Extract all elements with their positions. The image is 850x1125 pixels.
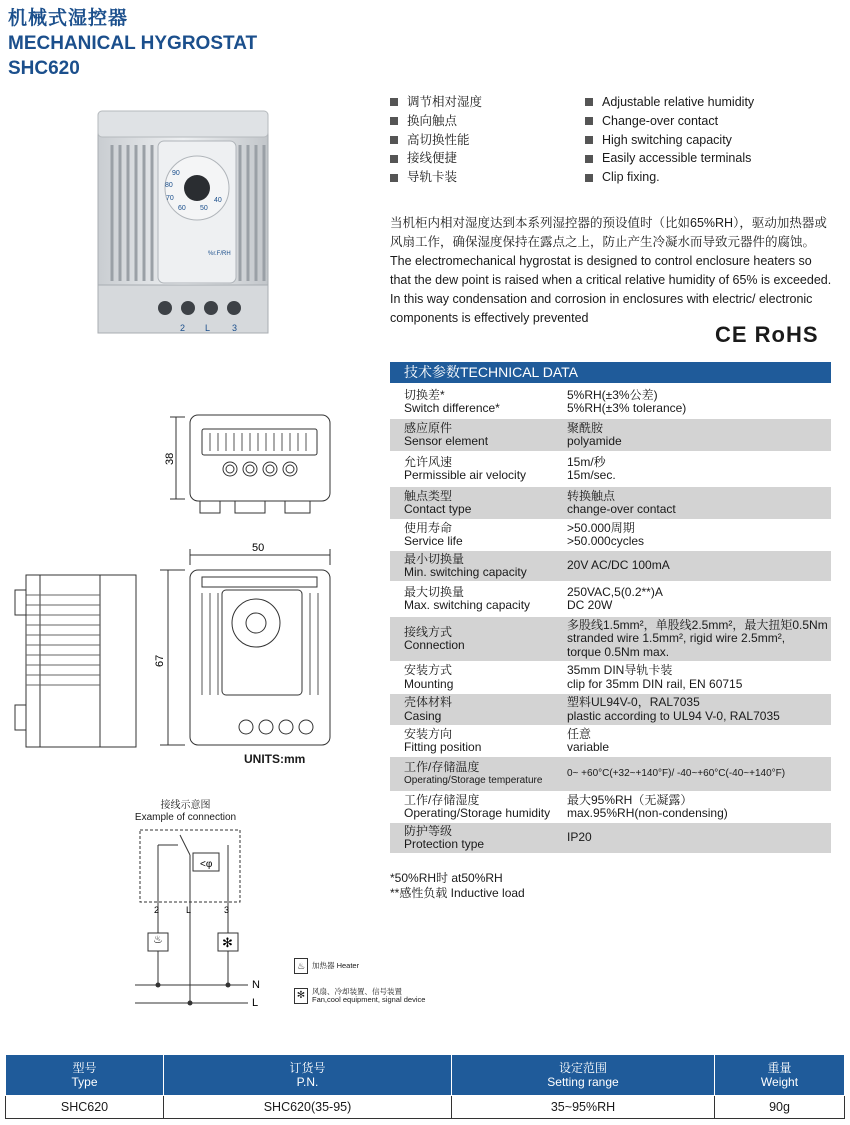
dial-label: 40	[214, 197, 222, 204]
tech-label: 接线方式 Connection	[404, 624, 465, 652]
footnotes	[390, 871, 525, 901]
list-item: Adjustable relative humidity	[585, 93, 754, 112]
bullet-icon	[390, 98, 398, 106]
column-header: 订货号 P.N.	[164, 1055, 452, 1096]
tech-value: IP20	[567, 830, 592, 845]
list-item: Change-over contact	[585, 112, 754, 131]
page-title-model: SHC620	[8, 58, 80, 79]
tech-value: 多股线1.5mm²，单股线2.5mm²，最大扭矩0.5Nm stranded wire 1.5mm², rigid wire 2.5mm², torque 0.5Nm max.	[567, 617, 828, 659]
bullet-icon	[585, 174, 593, 182]
table-row	[390, 757, 831, 791]
tech-value: 任意 variable	[567, 726, 610, 754]
bullet-icon	[585, 98, 593, 106]
terminal-label: L	[186, 905, 192, 915]
tech-data-header: 技术参数TECHNICAL DATA	[390, 362, 831, 383]
rh-label: %r.F/RH	[208, 251, 231, 257]
order-table	[5, 1054, 845, 1119]
column-header: 重量 Weight	[715, 1055, 845, 1096]
column-header: 设定范围 Setting range	[452, 1055, 715, 1096]
table-row	[390, 551, 831, 581]
tech-data-table	[390, 385, 831, 853]
footnote: **感性负载 Inductive load	[390, 886, 525, 900]
tech-value: 0~ +60°C(+32~+140°F)/ -40~+60°C(-40~+140°F)	[567, 768, 786, 780]
table-row	[390, 519, 831, 551]
tech-label: 允许风速 Permissible air velocity	[404, 454, 527, 482]
page-title-cn: 机械式湿控器	[8, 8, 129, 29]
dim-height-top: 38	[164, 452, 176, 465]
bullet-icon	[585, 117, 593, 125]
dial-label: 90	[172, 170, 180, 177]
tech-value: 转换触点 change-over contact	[567, 488, 676, 516]
tech-label: 感应原件 Sensor element	[404, 420, 489, 448]
table-row	[390, 487, 831, 519]
footnote: *50%RH时 at50%RH	[390, 871, 503, 885]
tech-label: 使用寿命 Service life	[404, 520, 463, 548]
tech-value: 15m/秒 15m/sec.	[567, 454, 616, 482]
legend-fan: ✻ 风扇、冷却装置、信号装置 Fan,cool equipment, signal device	[294, 988, 425, 1004]
line-label: N	[252, 979, 260, 991]
table-row	[390, 385, 831, 419]
certification-marks: CE RoHS	[715, 322, 819, 347]
list-item: 换向触点	[390, 112, 482, 131]
bullet-icon	[390, 174, 398, 182]
table-row	[390, 791, 831, 823]
bullet-icon	[390, 155, 398, 163]
table-row	[390, 661, 831, 694]
tech-value: 20V AC/DC 100mA	[567, 558, 670, 573]
connection-diagram	[130, 825, 270, 1015]
dial-label: 80	[165, 182, 173, 189]
features-cn-list	[390, 93, 482, 187]
list-item: Easily accessible terminals	[585, 149, 754, 168]
tech-label: 安装方向 Fitting position	[404, 726, 482, 754]
list-item: Clip fixing.	[585, 168, 754, 187]
heater-icon: ♨	[153, 934, 163, 946]
table-row	[390, 725, 831, 757]
table-row	[390, 823, 831, 853]
features-en-list	[585, 93, 754, 187]
column-header: 型号 Type	[6, 1055, 164, 1096]
tech-value: 最大95%RH（无凝露） max.95%RH(non-condensing)	[567, 792, 728, 820]
tech-label: 工作/存储湿度 Operating/Storage humidity	[404, 792, 551, 820]
list-item: High switching capacity	[585, 131, 754, 150]
terminal-label: 3	[224, 905, 230, 915]
tech-label: 工作/存储温度 Operating/Storage temperature	[404, 759, 543, 786]
bullet-icon	[390, 117, 398, 125]
dial-label: 70	[166, 195, 174, 202]
tech-label: 最小切换量 Min. switching capacity	[404, 551, 527, 579]
dimension-drawing	[10, 405, 350, 750]
bullet-icon	[390, 136, 398, 144]
tech-value: 塑料UL94V-0，RAL7035 plastic according to UL94 V-0, RAL7035	[567, 695, 780, 723]
line-label: L	[252, 997, 259, 1009]
product-photo	[90, 103, 280, 343]
dim-height-front: 67	[154, 654, 166, 667]
page-title-en: MECHANICAL HYGROSTAT	[8, 33, 258, 54]
fan-icon: ✻	[294, 988, 308, 1004]
terminal-label: 2	[154, 905, 160, 915]
bullet-icon	[585, 136, 593, 144]
tech-label: 切换差* Switch difference*	[404, 387, 500, 415]
description-en: The electromechanical hygrostat is designed to control enclosure heaters so that the dew point is raised when a critical relative humidity of 65% is exceeded. In this way condensation and corrosion in enclosures with electric/ electronic components is effectively prevented	[390, 254, 832, 325]
list-item: 接线便捷	[390, 149, 482, 168]
list-item: 调节相对湿度	[390, 93, 482, 112]
table-row	[390, 581, 831, 617]
terminal-label: 2	[180, 323, 186, 333]
terminal-label: 3	[232, 323, 238, 333]
dim-width: 50	[252, 542, 265, 554]
description-cn: 当机柜内相对湿度达到本系列湿控器的预设值时（比如65%RH），驱动加热器或风扇工作，确保湿度保持在露点之上，防止产生冷凝水而导致元器件的腐蚀。	[390, 216, 827, 249]
tech-label: 触点类型 Contact type	[404, 488, 472, 516]
table-row: SHC620 SHC620(35-95) 35~95%RH 90g	[6, 1096, 845, 1119]
fan-icon: ✻	[222, 935, 233, 950]
tech-value: 5%RH(±3%公差) 5%RH(±3% tolerance)	[567, 387, 687, 415]
tech-value: 250VAC,5(0.2**)A DC 20W	[567, 584, 663, 612]
tech-label: 壳体材料 Casing	[404, 695, 453, 723]
units-label: UNITS:mm	[244, 752, 306, 766]
connection-title: 接线示意图 Example of connection	[134, 800, 237, 823]
table-row	[390, 694, 831, 725]
tech-label: 防护等级 Protection type	[404, 823, 485, 851]
heater-icon: ♨	[294, 958, 308, 974]
svg-text:<φ: <φ	[200, 859, 213, 870]
legend-heater: ♨ 加热器 Heater	[294, 958, 359, 974]
dial-label: 50	[200, 205, 208, 212]
table-row	[390, 617, 831, 661]
bullet-icon	[585, 155, 593, 163]
tech-label: 最大切换量 Max. switching capacity	[404, 584, 531, 612]
tech-value: >50.000周期 >50.000cycles	[567, 520, 645, 548]
tech-value: 聚酰胺 polyamide	[567, 420, 622, 448]
table-row	[390, 419, 831, 451]
table-row	[390, 451, 831, 487]
dial-label: 60	[178, 205, 186, 212]
tech-value: 35mm DIN导轨卡装 clip for 35mm DIN rail, EN 60715	[567, 663, 743, 691]
list-item: 高切换性能	[390, 131, 482, 150]
terminal-label: L	[205, 323, 211, 333]
tech-label: 安装方式 Mounting	[404, 663, 454, 691]
list-item: 导轨卡装	[390, 168, 482, 187]
